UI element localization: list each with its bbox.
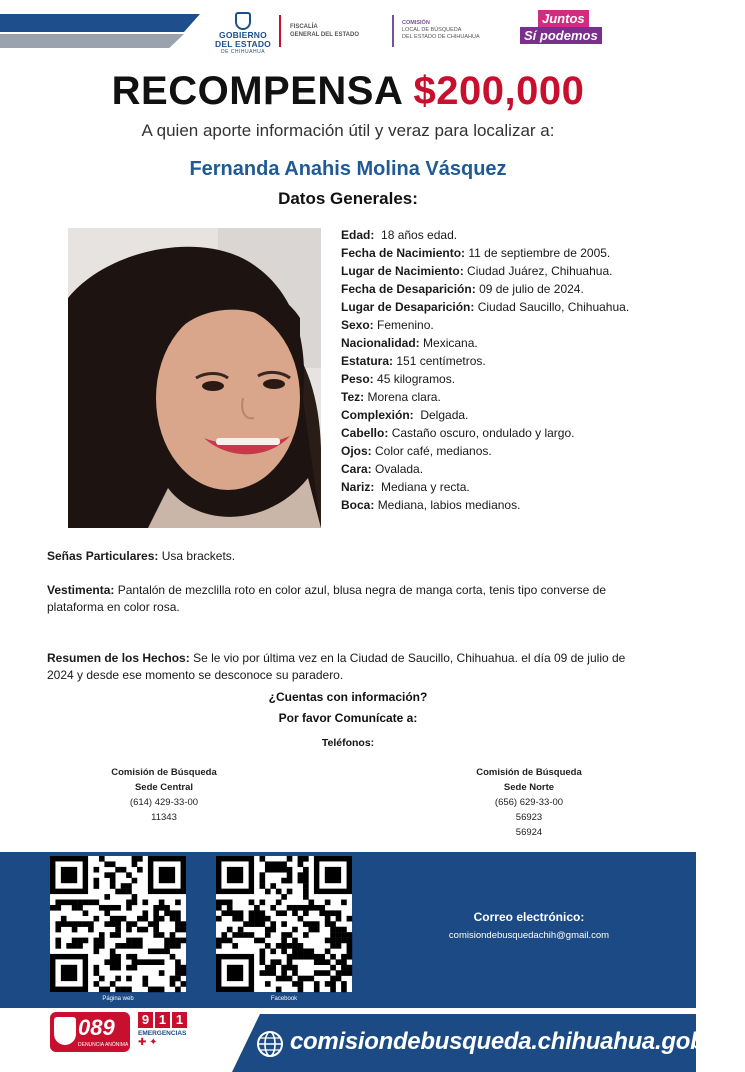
detail-row: Ojos: Color café, medianos. bbox=[341, 444, 492, 458]
email-title: Correo electrónico: bbox=[473, 910, 585, 924]
person-name: Fernanda Anahis Molina Vásquez bbox=[189, 158, 507, 180]
detail-row: Tez: Morena clara. bbox=[341, 390, 441, 404]
header-stripe bbox=[0, 14, 200, 48]
detail-row: Boca: Mediana, labios medianos. bbox=[341, 498, 521, 512]
reward-amount: $200,000 bbox=[413, 69, 585, 113]
phone-extension: 11343 bbox=[151, 812, 177, 823]
divider bbox=[279, 15, 281, 47]
email-link[interactable]: comisiondebusquedachih@gmail.com bbox=[448, 930, 610, 941]
person-photo bbox=[68, 228, 321, 528]
detail-row: Estatura: 151 centímetros. bbox=[341, 354, 486, 368]
comision-logo: COMISIÓN LOCAL DE BÚSQUEDA DEL ESTADO DE CHIHUAHUA bbox=[402, 20, 480, 40]
section-title: Datos Generales: bbox=[278, 189, 418, 208]
qr-code-website[interactable] bbox=[50, 856, 186, 992]
phone-number[interactable]: (614) 429-33-00 bbox=[129, 797, 199, 808]
badge-911: 9 1 1 EMERGENCIAS ✚ ✦ bbox=[138, 1012, 190, 1052]
gobierno-logo: GOBIERNO DEL ESTADO DE CHIHUAHUA bbox=[214, 12, 272, 55]
qr-code-facebook[interactable] bbox=[216, 856, 352, 992]
badge-089: 089 DENUNCIA ANÓNIMA bbox=[50, 1012, 130, 1052]
detail-row: Fecha de Nacimiento: 11 de septiembre de 2005. bbox=[341, 246, 611, 260]
phone-extension: 56924 bbox=[515, 827, 543, 838]
qr-label: Página web bbox=[102, 996, 134, 1002]
detail-row: Edad: 18 años edad. bbox=[341, 228, 458, 242]
qr-label: Facebook bbox=[270, 996, 298, 1002]
crest-icon bbox=[235, 12, 251, 30]
fiscalia-logo: FISCALÍA GENERAL DEL ESTADO bbox=[290, 24, 360, 38]
detail-row: Nacionalidad: Mexicana. bbox=[341, 336, 478, 350]
detail-row: Cara: Ovalada. bbox=[341, 462, 424, 476]
detail-row: Cabello: Castaño oscuro, ondulado y largo. bbox=[341, 426, 575, 440]
detail-row: Nariz: Mediana y recta. bbox=[341, 480, 470, 494]
phone-extension: 56923 bbox=[515, 812, 543, 823]
contact-sede-norte: Comisión de Búsqueda Sede Norte (656) 629-33-00 56923 56924 bbox=[439, 765, 619, 840]
details-list bbox=[341, 226, 641, 514]
page-title: RECOMPENSA $200,000 bbox=[111, 69, 585, 113]
website-link[interactable]: comisiondebusqueda.chihuahua.gob.mx bbox=[290, 1028, 745, 1055]
header: GOBIERNO DEL ESTADO DE CHIHUAHUA FISCALÍA GENERAL DEL ESTADO COMISIÓN LOCAL DE BÚSQUEDA DEL ESTADO DE CHIHUAHUA Juntos Sí podemos bbox=[0, 0, 696, 60]
subtitle: A quien aporte información útil y veraz para localizar a: bbox=[141, 121, 555, 140]
resumen-hechos: Resumen de los Hechos: Se le vio por última vez en la Ciudad de Saucillo, Chihuahua. el día 09 de julio de 2024 y desde ese momento se desconoce su paradero. bbox=[47, 651, 626, 682]
detail-row: Lugar de Desaparición: Ciudad Saucillo, Chihuahua. bbox=[341, 300, 630, 314]
phone-number[interactable]: (656) 629-33-00 bbox=[494, 797, 564, 808]
senas-particulares: Señas Particulares: Usa brackets. bbox=[47, 549, 236, 563]
phones-title: Teléfonos: bbox=[321, 737, 375, 749]
cta-contact: Por favor Comunícate a: bbox=[278, 711, 418, 725]
shield-icon bbox=[54, 1017, 76, 1045]
medical-cross-icon: ✚ ✦ bbox=[138, 1037, 158, 1048]
detail-row: Lugar de Nacimiento: Ciudad Juárez, Chihuahua. bbox=[341, 264, 613, 278]
cta-question: ¿Cuentas con información? bbox=[268, 690, 428, 704]
contact-sede-central: Comisión de Búsqueda Sede Central (614) 429-33-00 11343 bbox=[74, 765, 254, 825]
divider bbox=[392, 15, 394, 47]
detail-row: Fecha de Desaparición: 09 de julio de 2024. bbox=[341, 282, 584, 296]
detail-row: Peso: 45 kilogramos. bbox=[341, 372, 456, 386]
globe-icon bbox=[256, 1030, 284, 1058]
detail-row: Complexión: Delgada. bbox=[341, 408, 469, 422]
vestimenta: Vestimenta: Pantalón de mezclilla roto en color azul, blusa negra de manga corta, tenis tipo converse de plataforma en color rosa. bbox=[47, 583, 606, 614]
detail-row: Sexo: Femenino. bbox=[341, 318, 434, 332]
